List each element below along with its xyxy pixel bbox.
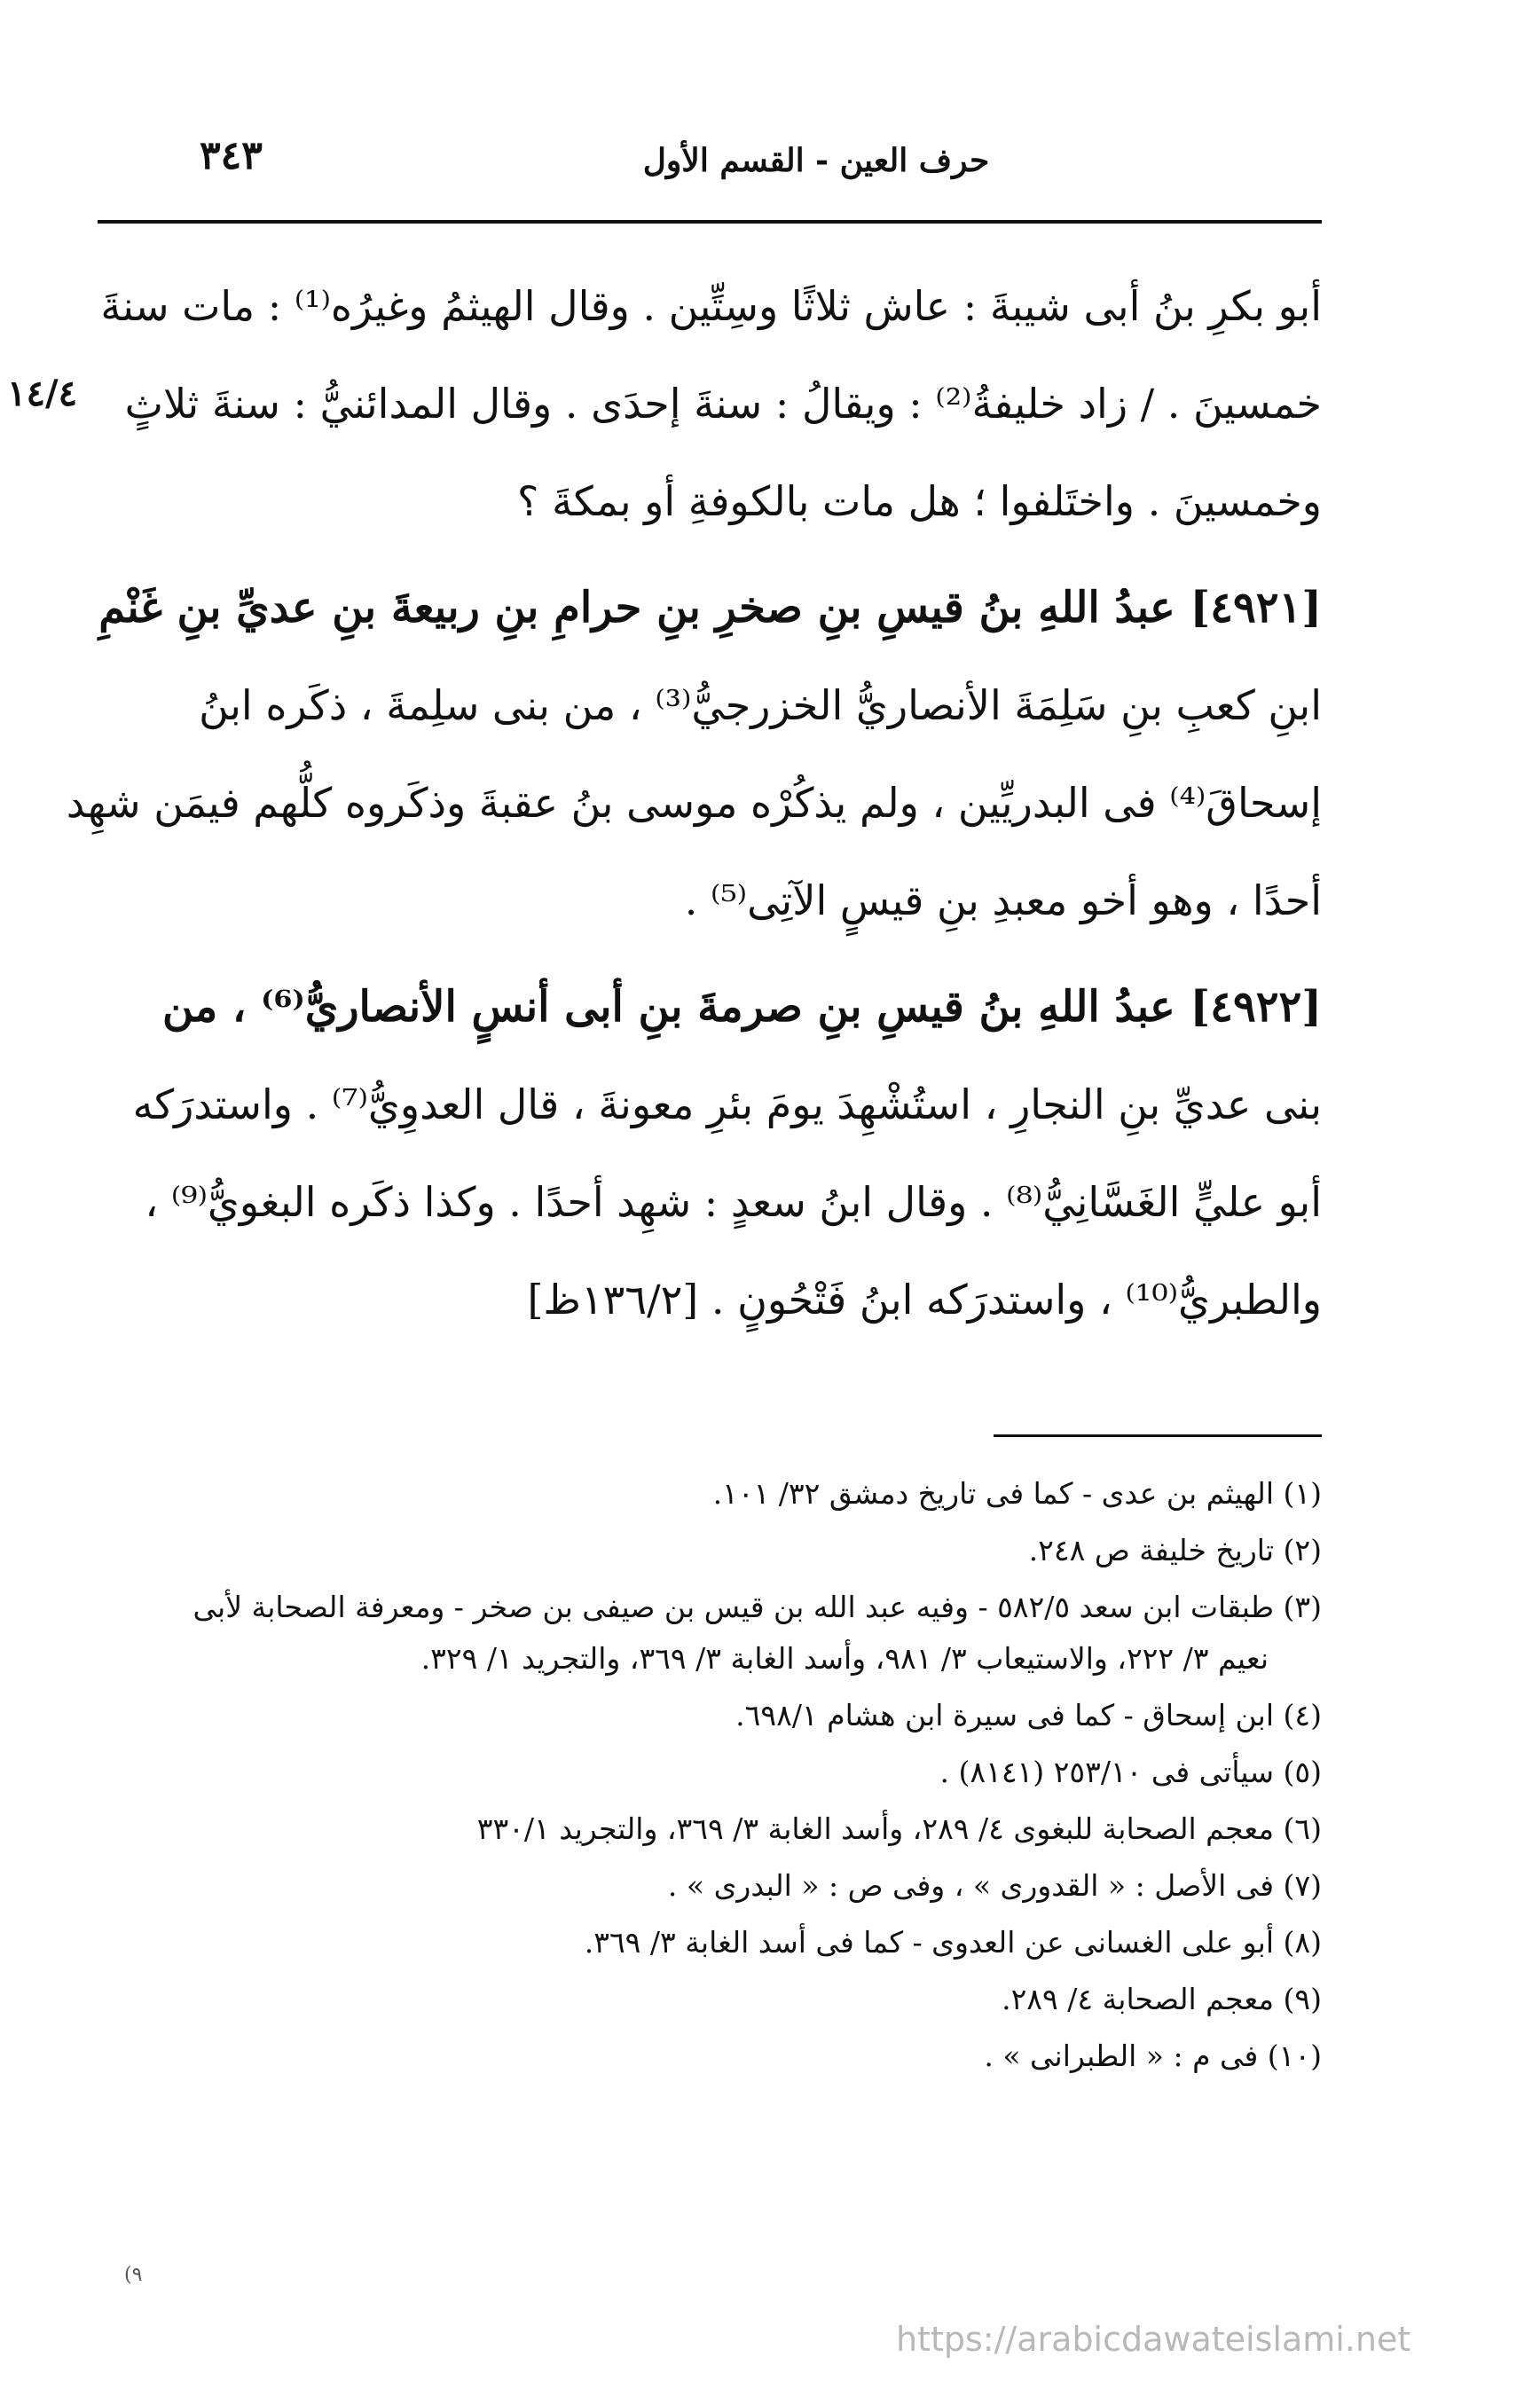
footnote-item: (١) الهيثم بن عدى - كما فى تاريخ دمشق ٣٢/ ١٠١.: [712, 1476, 1322, 1511]
text-line: وخمسينَ . واختَلفوا ؛ هل مات بالكوفةِ أو بمكةَ ؟: [517, 477, 1322, 525]
text-line: أبو عليٍّ الغَسَّانِيُّ⁽⁸⁾ . وقال ابنُ سعدٍ : شهِد أحدًا . وكذا ذكَره البغويُّ⁽⁹⁾ ،: [145, 1178, 1322, 1226]
running-title: حرف العين - القسم الأول: [642, 142, 990, 179]
footnote-item: (٦) معجم الصحابة للبغوى ٤/ ٢٨٩، وأسد الغابة ٣/ ٣٦٩، والتجريد ٣٣٠/١: [476, 1811, 1322, 1846]
text-line: بنى عديِّ بنِ النجارِ ، استُشْهِدَ يومَ بئرِ معونةَ ، قال العدوِيُّ⁽⁷⁾ . واستدرَكه: [132, 1080, 1322, 1128]
text-line: أحدًا ، وهو أخو معبدِ بنِ قيسٍ الآتِى⁽⁵⁾ .: [684, 876, 1322, 924]
entry-heading-4921: [٤٩٢١] عبدُ اللهِ بنُ قيسِ بنِ صخرِ بنِ حرامِ بنِ ربيعةَ بنِ عديِّ بنِ غَنْمِ: [98, 583, 1322, 632]
footnote-item: (٢) تاريخ خليفة ص ٢٤٨.: [1028, 1533, 1322, 1567]
footnote-item: (٩) معجم الصحابة ٤/ ٢٨٩.: [1002, 1982, 1322, 2016]
footnote-item: (٨) أبو على الغسانى عن العدوى - كما فى أسد الغابة ٣/ ٣٦٩.: [584, 1925, 1322, 1960]
text-line: خمسينَ . / زاد خليفةُ⁽²⁾ : ويقالُ : سنةَ إحدَى . وقال المدائنيُّ : سنةَ ثلاثٍ: [124, 380, 1322, 428]
footnote-continuation: نعيم ٣/ ٢٢٢، والاستيعاب ٣/ ٩٨١، وأسد الغابة ٣/ ٣٦٩، والتجريد ١/ ٣٢٩.: [420, 1641, 1269, 1676]
footnote-item: (٧) فى الأصل : « القدورى » ، وفى ص : « البدرى » .: [667, 1868, 1322, 1903]
footnote-rule: [994, 1434, 1322, 1437]
entry-heading-4922: [٤٩٢٢] عبدُ اللهِ بنُ قيسِ بنِ صرمةَ بنِ أبى أنسٍ الأنصاريُّ⁽⁶⁾ ، من: [161, 982, 1322, 1032]
footnote-item: (١٠) فى م : « الطبرانى » .: [984, 2039, 1322, 2073]
text-line: إسحاقَ⁽⁴⁾ فى البدريِّين ، ولم يذكُرْه موسى بنُ عقبةَ وذكَروه كلُّهم فيمَن شهِد: [66, 779, 1322, 827]
page-number: ٣٤٣: [200, 133, 263, 178]
margin-reference: ١٤/٤: [7, 373, 78, 414]
footnote-item: (٥) سيأتى فى ٢٥٣/١٠ (٨١٤١) .: [939, 1755, 1322, 1789]
header-rule: [98, 220, 1322, 224]
watermark-url: https://arabicdawateislami.net: [896, 2320, 1411, 2359]
footnote-item: (٣) طبقات ابن سعد ٥٨٢/٥ - وفيه عبد الله بن قيس بن صيفى بن صخر - ومعرفة الصحابة لأبى: [192, 1590, 1322, 1624]
footnote-item: (٤) ابن إسحاق - كما فى سيرة ابن هشام ٦٩٨/١.: [735, 1698, 1322, 1732]
corner-mark: (٩: [124, 2264, 143, 2286]
page-header: [98, 133, 1322, 195]
text-line: أبو بكرِ بنُ أبى شيبةَ : عاش ثلاثًا وسِتِّين . وقال الهيثمُ وغيرُه⁽¹⁾ : مات سنةَ: [100, 282, 1322, 330]
text-line: ابنِ كعبِ بنِ سَلِمَةَ الأنصاريُّ الخزرجيُّ⁽³⁾ ، من بنى سلِمةَ ، ذكَره ابنُ: [199, 681, 1322, 729]
text-line: والطبريُّ⁽¹⁰⁾ ، واستدرَكه ابنُ فَتْحُونٍ . [١٣٦/٢ظ]: [527, 1276, 1322, 1324]
